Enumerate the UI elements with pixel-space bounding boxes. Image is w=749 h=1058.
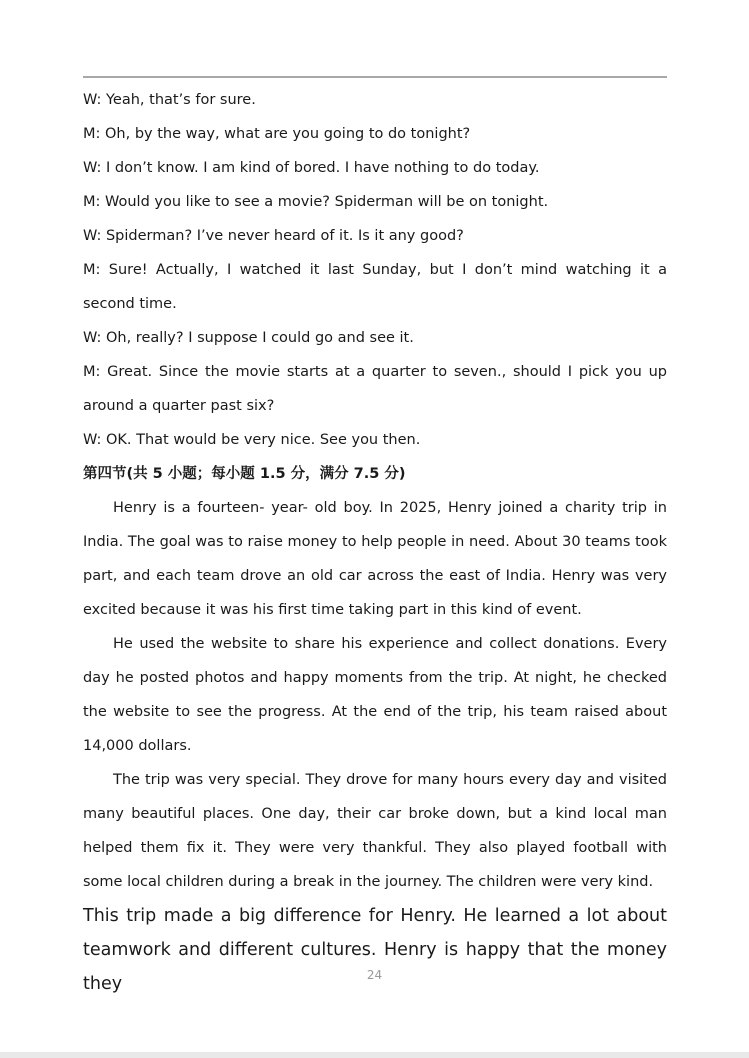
dialogue-line: M: Sure! Actually, I watched it last Sunday, but I don’t mind watching it a second time. — [83, 262, 667, 312]
dialogue-line: W: I don’t know. I am kind of bored. I have nothing to do today. — [83, 160, 540, 176]
page-bottom-edge — [0, 1052, 749, 1058]
dialogue-line: W: Yeah, that’s for sure. — [83, 92, 256, 108]
dialogue-line: W: Spiderman? I’ve never heard of it. Is it any good? — [83, 228, 464, 244]
header-divider — [83, 76, 667, 78]
dialogue-line: M: Would you like to see a movie? Spiderman will be on tonight. — [83, 194, 549, 210]
page-content — [83, 83, 667, 1001]
passage-paragraph: Henry is a fourteen- year- old boy. In 2025, Henry joined a charity trip in India. The goal was to raise money to help people in need. About 30 teams took part, and each team drove an old car across the east of India. Henry was very excited because it was his first time taking part in this kind of event. — [83, 500, 667, 618]
passage-paragraph: The trip was very special. They drove for many hours every day and visited many beautiful places. One day, their car broke down, but a kind local man helped them fix it. They were very thankful. They also played football with some local children during a break in the journey. The children were very kind. — [83, 772, 667, 890]
passage-paragraph: He used the website to share his experience and collect donations. Every day he posted photos and happy moments from the trip. At night, he checked the website to see the progress. At the end of the trip, his team raised about 14,000 dollars. — [83, 636, 667, 754]
dialogue-line: W: Oh, really? I suppose I could go and see it. — [83, 330, 414, 346]
dialogue-line: M: Oh, by the way, what are you going to do tonight? — [83, 126, 471, 142]
section-heading: 第四节(共 5 小题；每小题 1.5 分，满分 7.5 分) — [83, 466, 406, 482]
page-number: 24 — [366, 968, 383, 982]
passage-paragraph-final: This trip made a big difference for Henry. He learned a lot about teamwork and different cultures. Henry is happy that the money they — [83, 906, 667, 994]
dialogue-line: M: Great. Since the movie starts at a quarter to seven., should I pick you up around a quarter past six? — [83, 364, 667, 414]
dialogue-line: W: OK. That would be very nice. See you then. — [83, 432, 421, 448]
